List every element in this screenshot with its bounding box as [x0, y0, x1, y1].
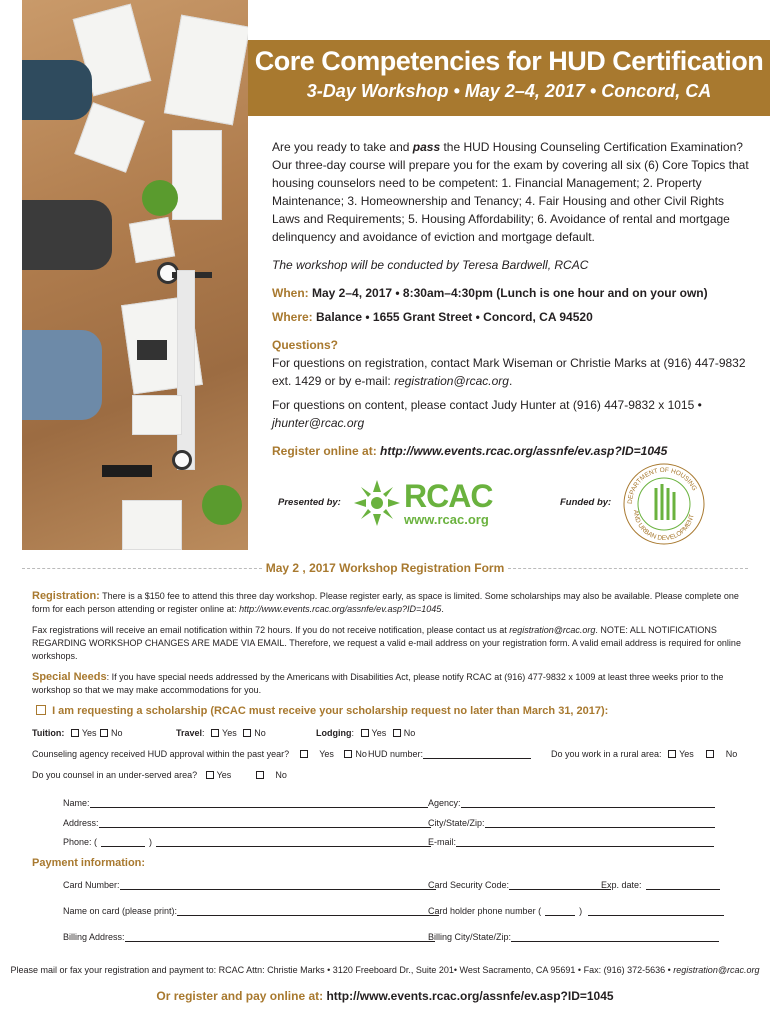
rural-row: Do you work in a rural area: Yes No — [551, 749, 738, 759]
lodging-row: Lodging: Yes No — [316, 728, 416, 738]
hud-number-field[interactable]: HUD number: — [368, 749, 531, 759]
rural-no-checkbox[interactable] — [706, 750, 714, 758]
counseling-yes-checkbox[interactable] — [300, 750, 308, 758]
underserved-yes-checkbox[interactable] — [206, 771, 214, 779]
fax-paragraph: Fax registrations will receive an email notification within 72 hours. If you do not receive notification, please contact us at registration@rcac.org. NOTE: ALL NOTIFICATIONS REGARDING WORKSHOP CHANGES ARE MADE VIA EMAIL. Therefore, we request a valid e-mail address on your registration form. A valid email address is required for online workshops. — [32, 625, 741, 661]
billing-city-field[interactable]: Billing City/State/Zip: — [428, 932, 719, 942]
page-title: Core Competencies for HUD Certification — [254, 46, 764, 76]
form-title: May 2 , 2017 Workshop Registration Form — [265, 561, 505, 575]
scholarship-checkbox[interactable] — [36, 705, 46, 715]
presented-by-label: Presented by: — [278, 497, 341, 508]
title-banner — [248, 40, 770, 116]
pass-emphasis: pass — [412, 140, 441, 154]
agency-field[interactable]: Agency: — [428, 798, 715, 808]
when-line: When: May 2–4, 2017 • 8:30am–4:30pm (Lunch is one hour and on your own) — [272, 286, 708, 300]
content-questions: For questions on content, please contact Judy Hunter at (916) 447-9832 x 1015 • jhunter@rcac.org — [272, 398, 702, 430]
travel-yes-checkbox[interactable] — [211, 729, 219, 737]
exp-date-field[interactable]: Exp. date: — [601, 880, 720, 890]
svg-text:AND URBAN DEVELOPMENT: AND URBAN DEVELOPMENT — [631, 509, 696, 543]
questions-block: Questions? For questions on registration, contact Mark Wiseman or Christie Marks at (916) 447-9832 ext. 1429 or by e-mail: registration@rcac.org. — [272, 338, 746, 388]
holder-phone-field[interactable]: Card holder phone number ( ) — [428, 906, 724, 916]
intro-paragraph: Are you ready to take and pass the HUD Housing Counseling Certification Examination? Our three-day course will prepare you for the exam by covering all six (6) Core Topics that housing counselors need to be competent: 1. Financial Management; 2. Property Maintenance; 3. Homeownership and Tenancy; 4. Fair Housing and other Civil Rights Laws and Requirements; 5. Housing Affordability; 6. Avoidance of rental and mortgage delinquency and avoidance of eviction and mortgage default. — [272, 140, 749, 244]
payment-heading: Payment information: — [32, 857, 146, 869]
name-on-card-field[interactable]: Name on card (please print): — [63, 906, 439, 916]
rcac-url: www.rcac.org — [404, 512, 489, 527]
where-line: Where: Balance • 1655 Grant Street • Concord, CA 94520 — [272, 310, 593, 324]
content-email-link[interactable]: jhunter@rcac.org — [272, 416, 365, 430]
lodging-yes-checkbox[interactable] — [361, 729, 369, 737]
card-number-field[interactable]: Card Number: — [63, 880, 436, 890]
rural-yes-checkbox[interactable] — [668, 750, 676, 758]
name-field[interactable]: Name: — [63, 798, 428, 808]
address-field[interactable]: Address: — [63, 818, 431, 828]
intro-section — [272, 138, 752, 470]
register-online: Register online at: http://www.events.rcac.org/assnfe/ev.asp?ID=1045 — [272, 444, 668, 458]
hud-seal-icon — [622, 462, 706, 546]
funded-by-label: Funded by: — [560, 497, 612, 508]
travel-row: Travel: Yes No — [176, 728, 266, 738]
mail-instructions: Please mail or fax your registration and payment to: RCAC Attn: Christie Marks • 3120 Freeboard Dr., Suite 201• West Sacramento, CA 95691 • Fax: (916) 372-5636 • registration@rcac.org — [10, 965, 760, 975]
registration-form — [32, 590, 742, 724]
registration-email-link[interactable]: registration@rcac.org — [394, 374, 509, 388]
counseling-no-checkbox[interactable] — [344, 750, 352, 758]
special-needs-paragraph: Special Needs: If you have special needs addressed by the Americans with Disabilities Act, please notify RCAC at (916) 477-9832 x 1009 at least three weeks prior to the workshop so that we may make accommodations for you. — [32, 671, 724, 695]
counseling-row: Counseling agency received HUD approval within the past year? Yes No — [32, 749, 367, 759]
email-field[interactable]: E-mail: — [428, 837, 714, 847]
travel-no-checkbox[interactable] — [243, 729, 251, 737]
svg-text:DEPARTMENT OF HOUSING: DEPARTMENT OF HOUSING — [626, 466, 698, 505]
rcac-wordmark: RCAC — [404, 478, 493, 514]
pay-online-line: Or register and pay online at: http://www.events.rcac.org/assnfe/ev.asp?ID=1045 — [156, 989, 614, 1003]
lodging-no-checkbox[interactable] — [393, 729, 401, 737]
tuition-yes-checkbox[interactable] — [71, 729, 79, 737]
underserved-no-checkbox[interactable] — [256, 771, 264, 779]
registration-paragraph: Registration: There is a $150 fee to attend this three day workshop. Please register early, as space is limited. Some scholarships may also be available. Please complete one form for each person attending or register online at: http://www.events.rcac.org/assnfe/ev.asp?ID=1045. — [32, 590, 739, 614]
workshop-photo — [22, 0, 248, 550]
card-code-field[interactable]: Card Security Code: — [428, 880, 611, 890]
page-subtitle: 3-Day Workshop • May 2–4, 2017 • Concord, CA — [306, 81, 712, 101]
rcac-logo-icon — [352, 478, 402, 528]
conducted-by: The workshop will be conducted by Teresa Bardwell, RCAC — [272, 258, 589, 272]
tuition-no-checkbox[interactable] — [100, 729, 108, 737]
city-field[interactable]: City/State/Zip: — [428, 818, 715, 828]
scholarship-request: I am requesting a scholarship (RCAC must receive your scholarship request no later than March 31, 2017): — [32, 705, 742, 718]
underserved-row: Do you counsel in an under-served area? Yes No — [32, 770, 287, 780]
pay-online-link[interactable]: http://www.events.rcac.org/assnfe/ev.asp?ID=1045 — [323, 989, 614, 1003]
tuition-row: Tuition: Yes No — [32, 728, 123, 738]
register-url-link[interactable]: http://www.events.rcac.org/assnfe/ev.asp?ID=1045 — [376, 444, 668, 458]
phone-field[interactable]: Phone: ( ) — [63, 837, 431, 847]
billing-address-field[interactable]: Billing Address: — [63, 932, 435, 942]
